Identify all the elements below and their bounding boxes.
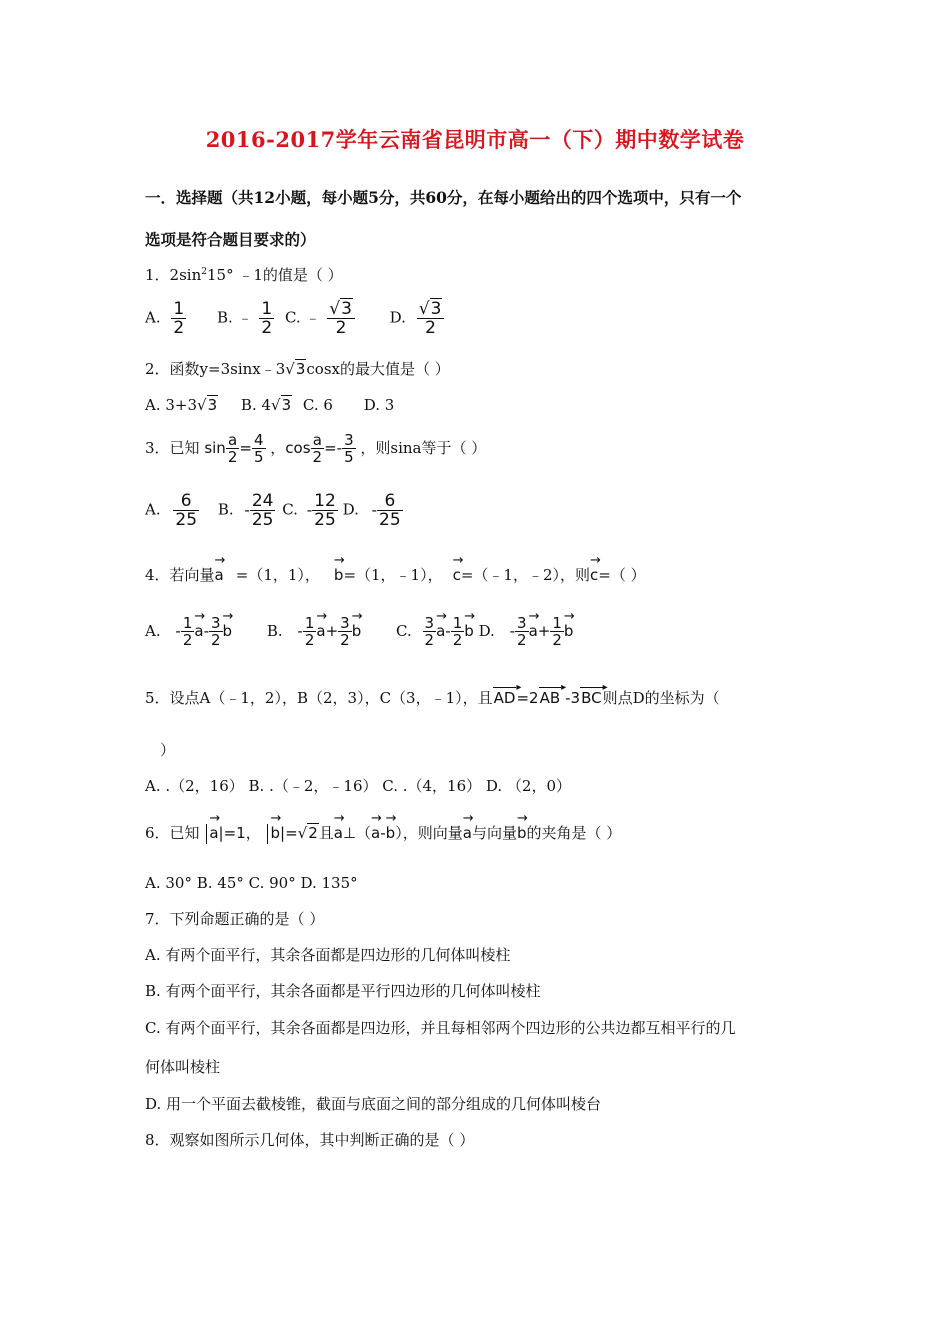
norm-b: → b|=√2 (265, 824, 318, 842)
vector-b: → b (334, 565, 344, 585)
question-3-options: A. $\frac{6}{25}$ B. - $\frac{24}{25}$ C. - $\frac{12}{25}$ D. - $\frac{6}{25}$ (145, 491, 401, 530)
option-c-label: C. ﹣ (284, 308, 321, 327)
vector-equation: AD ▸=2AB ▸ -3BC ▸ (493, 689, 603, 707)
question-3-stem: 3．已知 sin $\frac{a}{2}$ = $\frac{4}{5}$ ，cos $\frac{a}{2}$ =- $\frac{3}{5}$ ，则sina等于（ ） (145, 431, 487, 466)
question-5-stem: 5．设点A（﹣1，2），B（2，3），C（3，﹣1），且AD ▸=2AB ▸ -3BC ▸则点D的坐标为（ (145, 687, 720, 708)
vector-c: → c (590, 565, 598, 585)
question-2-stem: 2．函数y=3sinx﹣3√3cosx的最大值是（ ） (145, 360, 450, 378)
question-4-stem: 4．若向量→ a =（1，1），→ b=（1，﹣1），→ c=（﹣1，﹣2），则→ c=（ ） (145, 565, 646, 585)
question-7-stem: 7．下列命题正确的是（ ） (145, 910, 325, 928)
section-heading-line2: 选项是符合题目要求的） (145, 230, 316, 249)
option-b-label: B. ﹣ (217, 308, 253, 327)
sqrt-3: √3 (285, 360, 306, 378)
option-d-fraction: $\frac{√3}{2}$ (417, 300, 445, 337)
page-title: 2016-2017学年云南省昆明市高一（下）期中数学试卷 (205, 127, 745, 152)
question-7-option-c-cont: 何体叫棱柱 (145, 1058, 221, 1076)
question-4-options: A. - $\frac{1}{2}$ → a- $\frac{3}{2}$ → b B. - $\frac{1}{2}$ → a+ $\frac{3}{2}$ → b C. $\frac{3}{2}$ → a- $\frac{1}{2}$ → b D. - $\frac{3}{2}$ → a+ $\frac{1}{2}$ → b (145, 615, 573, 648)
option-a-label: A. (145, 308, 161, 327)
question-7-option-d: D. 用一个平面去截棱锥，截面与底面之间的部分组成的几何体叫棱台 (145, 1095, 602, 1113)
option-b-fraction: $\frac{1}{2}$ (261, 299, 273, 338)
question-8-stem: 8．观察如图所示几何体，其中判断正确的是（ ） (145, 1131, 475, 1149)
perpendicular-condition: → a⊥（→ a-→ b） (334, 824, 403, 842)
vector-c: → c (453, 565, 461, 585)
option-a-fraction: $\frac{1}{2}$ (173, 299, 185, 338)
question-7-option-a: A. 有两个面平行，其余各面都是四边形的几何体叫棱柱 (145, 946, 511, 964)
vector-a: → a (215, 565, 224, 585)
question-6-options: A. 30° B. 45° C. 90° D. 135° (145, 874, 358, 892)
question-5-stem-end: ） (160, 741, 176, 759)
question-5-options: A. .（2，16） B. .（﹣2，﹣16） C. .（4，16） D. （2，0） (145, 777, 572, 795)
section-heading-line1: 一．选择题（共12小题，每小题5分，共60分，在每小题给出的四个选项中，只有一个 (145, 188, 742, 207)
option-d-label: D. (389, 308, 406, 327)
question-2-options: A. 3+3√3 B. 4√3 C. 6 D. 3 (145, 396, 395, 414)
question-7-option-c: C. 有两个面平行，其余各面都是四边形，并且每相邻两个四边形的公共边都互相平行的几 (145, 1019, 736, 1037)
question-1-options (145, 300, 444, 337)
question-7-option-b: B. 有两个面平行，其余各面都是平行四边形的几何体叫棱柱 (145, 982, 541, 1000)
cos-half-a: ，cos $\frac{a}{2}$ =- $\frac{3}{5}$ (270, 431, 354, 466)
sin-half-a: sin $\frac{a}{2}$ = $\frac{4}{5}$ (204, 431, 264, 466)
norm-a: → a|=1， (204, 824, 260, 842)
option-c-fraction: $\frac{√3}{2}$ (327, 300, 355, 337)
question-6-stem: 6．已知 → a|=1， → b|=√2且→ a⊥（→ a-→ b），则向量→ a与向量→ b的夹角是（ ） (145, 823, 621, 844)
question-1-stem: 1．$2\sin^215^\circ$ ﹣1的值是（ ） (145, 266, 343, 284)
